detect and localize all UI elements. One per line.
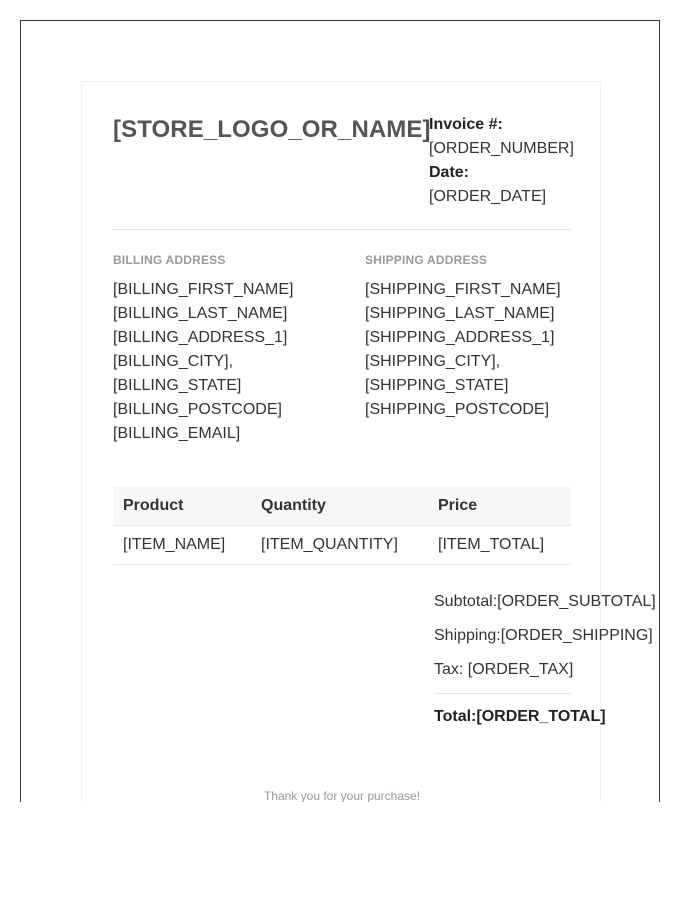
invoice-date: [ORDER_DATE]	[429, 188, 547, 205]
invoice-meta	[429, 113, 574, 209]
shipping-address-heading: SHIPPING ADDRESS	[365, 253, 488, 267]
tax-line: Tax: [ORDER_TAX]	[434, 661, 574, 678]
item-name-cell: [ITEM_NAME]	[113, 526, 251, 565]
billing-city: [BILLING_CITY],	[113, 353, 234, 370]
store-name: [STORE_LOGO_OR_NAME]	[113, 116, 431, 143]
billing-address-heading: BILLING ADDRESS	[113, 253, 226, 267]
column-header-product: Product	[113, 487, 251, 526]
table-row	[113, 526, 571, 565]
billing-address	[113, 252, 294, 446]
billing-address-1: [BILLING_ADDRESS_1]	[113, 329, 288, 346]
shipping-city: [SHIPPING_CITY],	[365, 353, 501, 370]
items-table	[113, 487, 571, 565]
item-quantity-cell: [ITEM_QUANTITY]	[251, 526, 428, 565]
billing-email: [BILLING_EMAIL]	[113, 425, 241, 442]
items-header-row	[113, 487, 571, 526]
billing-last-name: [BILLING_LAST_NAME]	[113, 305, 288, 322]
totals-divider	[434, 693, 571, 694]
billing-postcode: [BILLING_POSTCODE]	[113, 401, 282, 418]
total-line: Total:[ORDER_TOTAL]	[434, 708, 606, 725]
billing-state: [BILLING_STATE]	[113, 377, 242, 394]
header-divider	[113, 229, 571, 230]
item-total-cell: [ITEM_TOTAL]	[428, 526, 571, 565]
invoice-card	[81, 81, 656, 802]
invoice-number-label: Invoice #:	[429, 116, 503, 133]
shipping-line: Shipping:[ORDER_SHIPPING]	[434, 627, 653, 644]
shipping-postcode: [SHIPPING_POSTCODE]	[365, 401, 550, 418]
column-header-quantity: Quantity	[251, 487, 428, 526]
date-label: Date:	[429, 164, 470, 181]
shipping-state: [SHIPPING_STATE]	[365, 377, 509, 394]
shipping-first-name: [SHIPPING_FIRST_NAME]	[365, 281, 561, 298]
subtotal-line: Subtotal:[ORDER_SUBTOTAL]	[434, 593, 656, 610]
billing-first-name: [BILLING_FIRST_NAME]	[113, 281, 294, 298]
invoice-number: [ORDER_NUMBER]	[429, 140, 574, 157]
shipping-last-name: [SHIPPING_LAST_NAME]	[365, 305, 555, 322]
column-header-price: Price	[428, 487, 571, 526]
shipping-address-1: [SHIPPING_ADDRESS_1]	[365, 329, 555, 346]
thank-you-note: Thank you for your purchase!	[263, 789, 421, 802]
document-page	[20, 20, 660, 802]
order-totals	[434, 591, 656, 728]
shipping-address	[365, 252, 561, 422]
